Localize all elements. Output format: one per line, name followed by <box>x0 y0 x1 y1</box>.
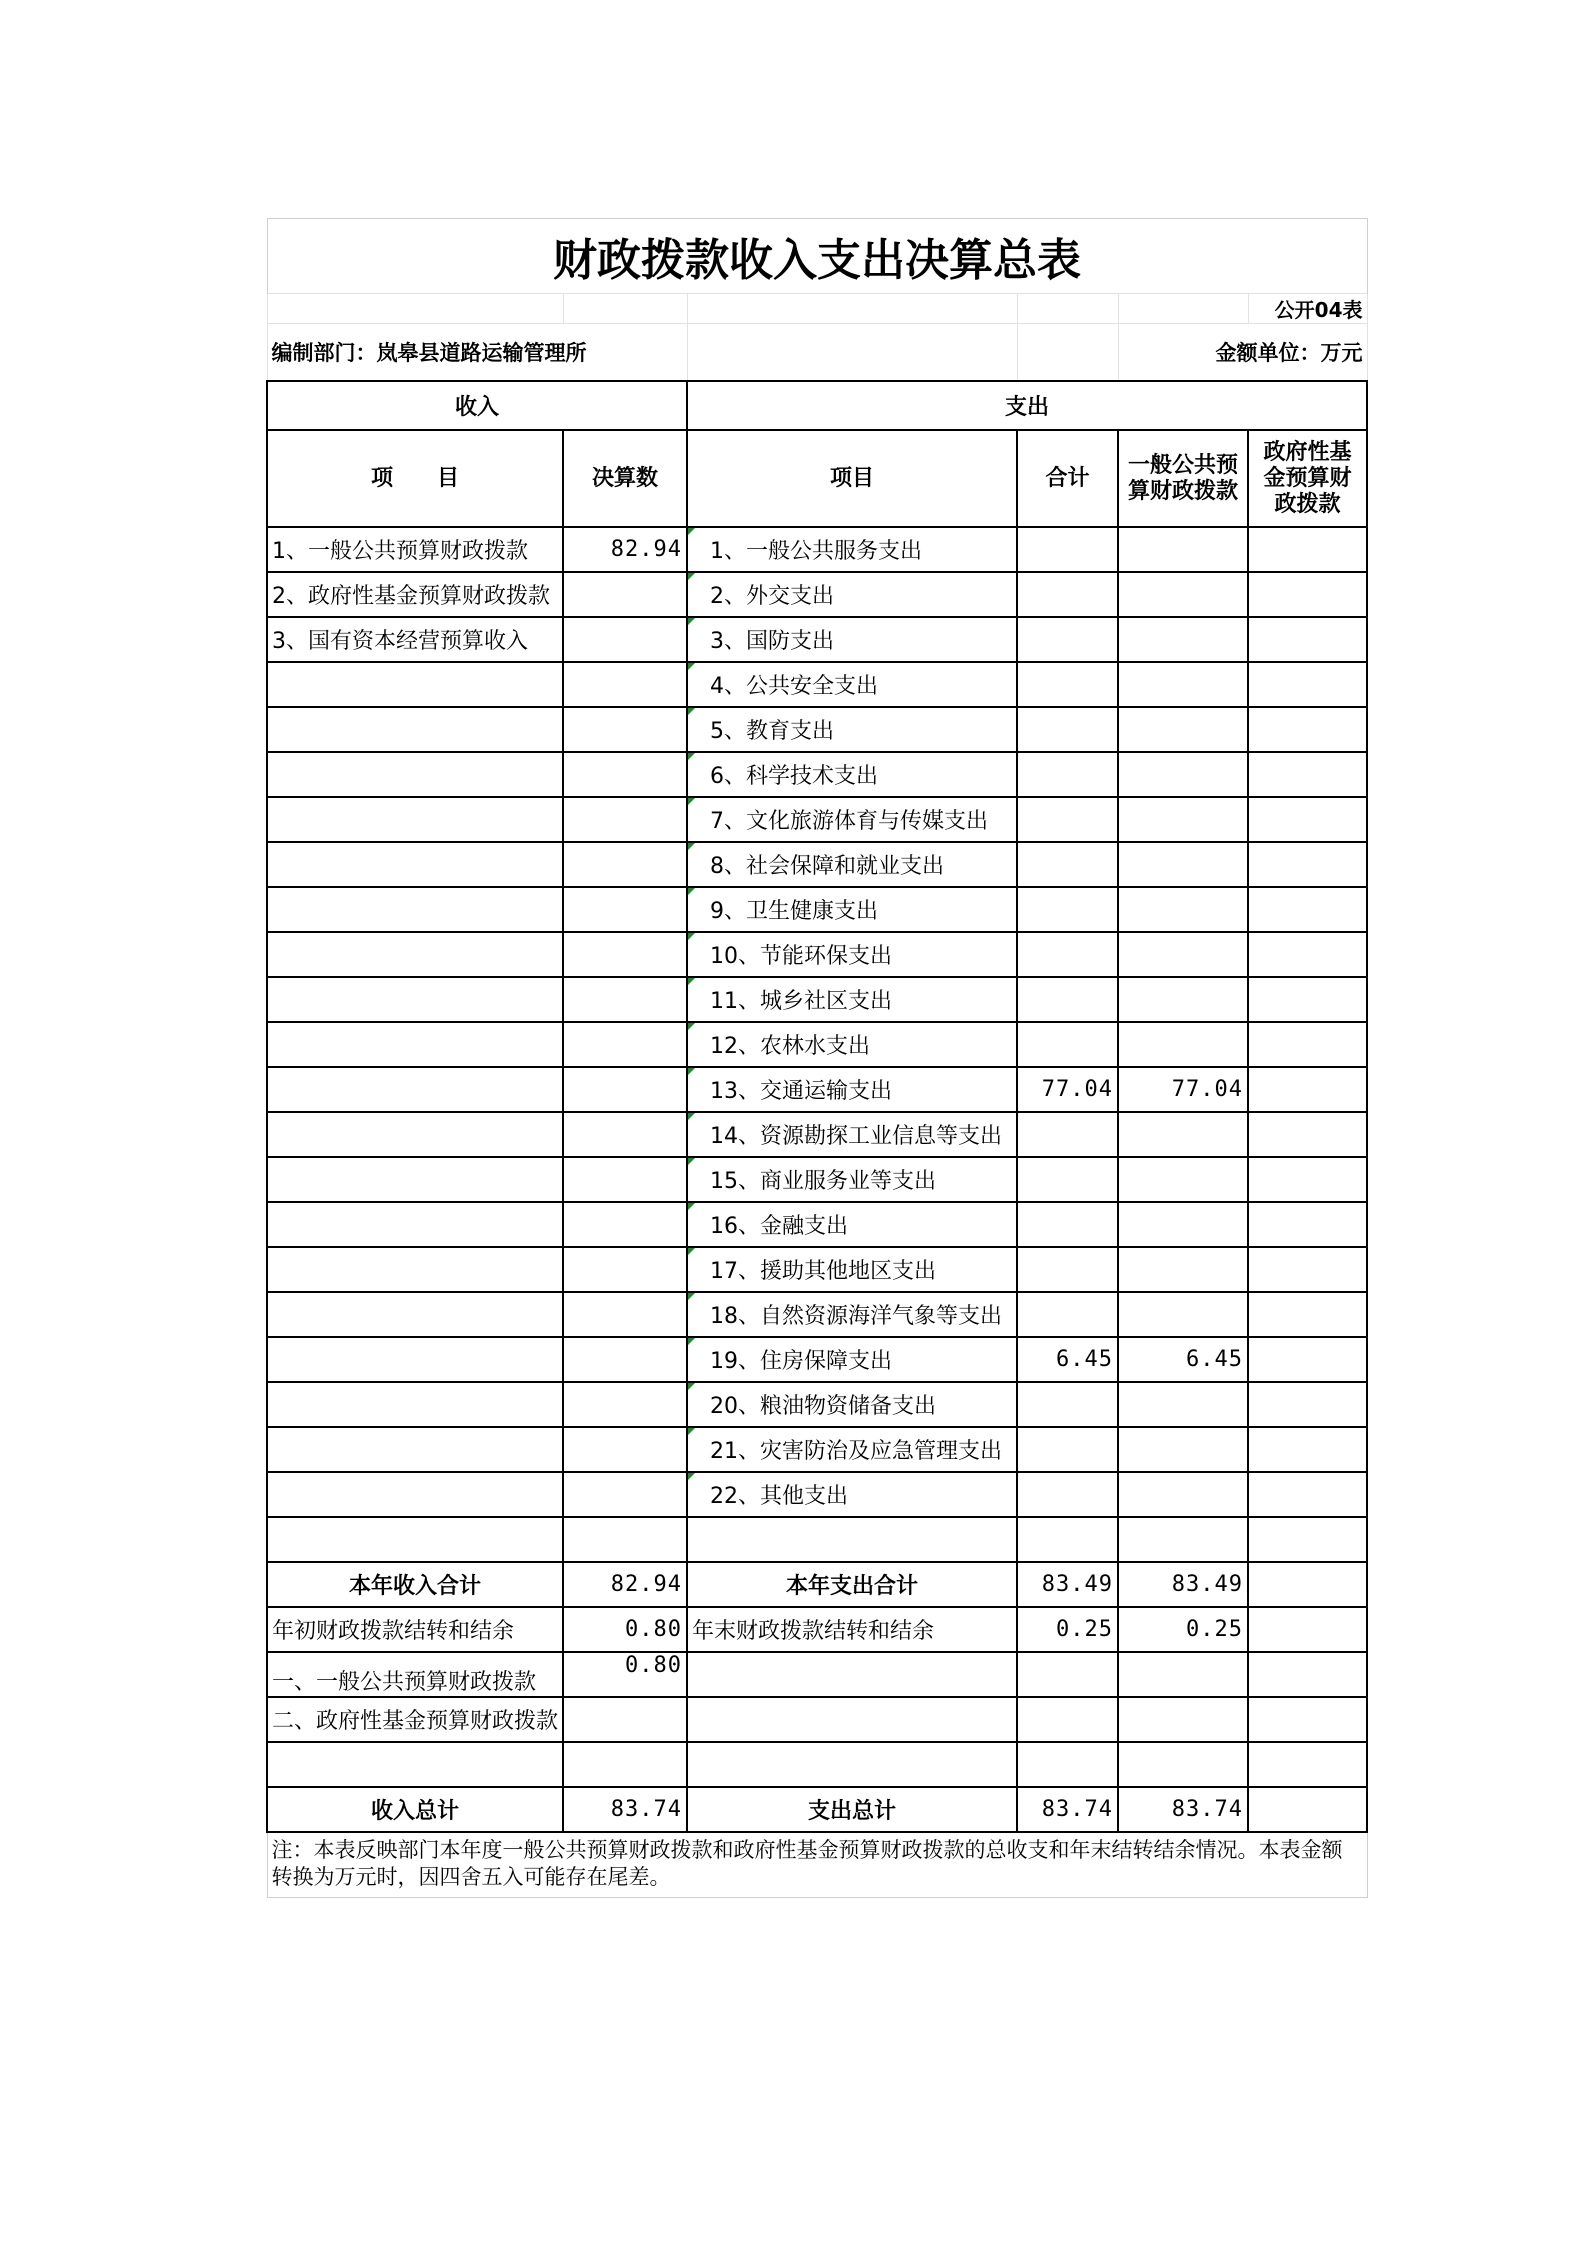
expense-item-cell: 21、灾害防治及应急管理支出 <box>687 1427 1017 1472</box>
carry-expense-label: 年末财政拨款结转和结余 <box>687 1607 1017 1652</box>
grand-income-amount: 83.74 <box>563 1787 687 1832</box>
income-amount-cell <box>563 797 687 842</box>
income-amount-cell <box>563 1067 687 1112</box>
year-expense-fund <box>1248 1562 1367 1607</box>
income-item-cell <box>267 797 563 842</box>
expense-total-cell <box>1017 707 1118 752</box>
expense-fund-cell <box>1248 1067 1367 1112</box>
carry-income-amount: 0.80 <box>563 1607 687 1652</box>
table-row <box>267 842 1367 887</box>
income-item-cell <box>267 1157 563 1202</box>
year-expense-total-label: 本年支出合计 <box>687 1562 1017 1607</box>
carry-sub1-label: 一、一般公共预算财政拨款 <box>267 1652 563 1697</box>
income-item-cell <box>267 1067 563 1112</box>
expense-item-cell: 3、国防支出 <box>687 617 1017 662</box>
expense-total-cell <box>1017 572 1118 617</box>
col-income-item: 项 目 <box>267 430 563 527</box>
income-item-cell <box>267 707 563 752</box>
table-row <box>267 797 1367 842</box>
expense-general-cell: 6.45 <box>1118 1337 1248 1382</box>
col-expense-item: 项目 <box>687 430 1017 527</box>
income-item-cell <box>267 977 563 1022</box>
year-income-total-amount: 82.94 <box>563 1562 687 1607</box>
expense-general-cell <box>1118 707 1248 752</box>
expense-general-cell <box>1118 1292 1248 1337</box>
expense-total-cell <box>1017 932 1118 977</box>
expense-general-cell <box>1118 572 1248 617</box>
income-amount-cell: 82.94 <box>563 527 687 572</box>
table-row <box>267 1292 1367 1337</box>
expense-total-cell <box>1017 977 1118 1022</box>
expense-total-cell <box>1017 1472 1118 1517</box>
income-amount-cell <box>563 1517 687 1562</box>
col-general-budget: 一般公共预算财政拨款 <box>1118 430 1248 527</box>
expense-general-cell <box>1118 1022 1248 1067</box>
expense-fund-cell <box>1248 1022 1367 1067</box>
report-title: 财政拨款收入支出决算总表 <box>267 219 1367 294</box>
income-amount-cell <box>563 662 687 707</box>
expense-fund-cell <box>1248 887 1367 932</box>
expense-fund-cell <box>1248 977 1367 1022</box>
unit-label: 金额单位：万元 <box>1118 324 1367 382</box>
expense-item-cell: 4、公共安全支出 <box>687 662 1017 707</box>
expense-general-cell <box>1118 527 1248 572</box>
year-expense-total: 83.49 <box>1017 1562 1118 1607</box>
income-amount-cell <box>563 1157 687 1202</box>
income-amount-cell <box>563 1022 687 1067</box>
carry-expense-general: 0.25 <box>1118 1607 1248 1652</box>
income-item-cell: 2、政府性基金预算财政拨款 <box>267 572 563 617</box>
income-amount-cell <box>563 1427 687 1472</box>
income-amount-cell <box>563 707 687 752</box>
expense-item-cell: 8、社会保障和就业支出 <box>687 842 1017 887</box>
table-row <box>267 572 1367 617</box>
expense-total-cell <box>1017 1247 1118 1292</box>
expense-fund-cell <box>1248 572 1367 617</box>
expense-item-cell: 9、卫生健康支出 <box>687 887 1017 932</box>
expense-fund-cell <box>1248 662 1367 707</box>
table-row <box>267 1337 1367 1382</box>
expense-fund-cell <box>1248 932 1367 977</box>
income-amount-cell <box>563 1202 687 1247</box>
expense-general-cell <box>1118 887 1248 932</box>
income-amount-cell <box>563 752 687 797</box>
expense-total-cell <box>1017 1517 1118 1562</box>
grand-expense-fund <box>1248 1787 1367 1832</box>
expense-item-cell: 14、资源勘探工业信息等支出 <box>687 1112 1017 1157</box>
expense-item-cell <box>687 1517 1017 1562</box>
income-amount-cell <box>563 1292 687 1337</box>
income-item-cell <box>267 1112 563 1157</box>
table-row <box>267 1067 1367 1112</box>
table-row <box>267 932 1367 977</box>
expense-fund-cell <box>1248 1472 1367 1517</box>
expense-total-cell <box>1017 617 1118 662</box>
income-amount-cell <box>563 887 687 932</box>
expense-general-cell <box>1118 752 1248 797</box>
income-amount-cell <box>563 977 687 1022</box>
income-item-cell: 1、一般公共预算财政拨款 <box>267 527 563 572</box>
table-row <box>267 1157 1367 1202</box>
table-row <box>267 527 1367 572</box>
table-row <box>267 707 1367 752</box>
table-row <box>267 752 1367 797</box>
income-item-cell <box>267 1427 563 1472</box>
table-code: 公开04表 <box>1248 294 1367 324</box>
income-item-cell <box>267 1247 563 1292</box>
table-row <box>267 1202 1367 1247</box>
expense-fund-cell <box>1248 527 1367 572</box>
carry-sub2-label: 二、政府性基金预算财政拨款 <box>267 1697 563 1742</box>
expense-fund-cell <box>1248 1112 1367 1157</box>
table-row <box>267 1022 1367 1067</box>
expense-fund-cell <box>1248 797 1367 842</box>
table-row <box>267 1247 1367 1292</box>
expense-item-cell: 20、粮油物资储备支出 <box>687 1382 1017 1427</box>
expense-item-cell: 1、一般公共服务支出 <box>687 527 1017 572</box>
expense-item-cell: 13、交通运输支出 <box>687 1067 1017 1112</box>
expense-general-cell <box>1118 1382 1248 1427</box>
expense-fund-cell <box>1248 707 1367 752</box>
carry-expense-total: 0.25 <box>1017 1607 1118 1652</box>
expense-item-cell: 17、援助其他地区支出 <box>687 1247 1017 1292</box>
expense-total-cell <box>1017 1157 1118 1202</box>
carry-income-label: 年初财政拨款结转和结余 <box>267 1607 563 1652</box>
expense-item-cell: 18、自然资源海洋气象等支出 <box>687 1292 1017 1337</box>
expense-fund-cell <box>1248 1427 1367 1472</box>
col-total: 合计 <box>1017 430 1118 527</box>
expense-item-cell: 5、教育支出 <box>687 707 1017 752</box>
income-item-cell <box>267 887 563 932</box>
grand-income-label: 收入总计 <box>267 1787 563 1832</box>
expense-total-cell <box>1017 1382 1118 1427</box>
expense-fund-cell <box>1248 1247 1367 1292</box>
income-amount-cell <box>563 617 687 662</box>
expense-general-cell <box>1118 662 1248 707</box>
expense-total-cell <box>1017 662 1118 707</box>
income-amount-cell <box>563 1337 687 1382</box>
income-item-cell <box>267 1517 563 1562</box>
expense-total-cell <box>1017 842 1118 887</box>
income-item-cell <box>267 1337 563 1382</box>
expense-total-cell <box>1017 1022 1118 1067</box>
expense-item-cell: 2、外交支出 <box>687 572 1017 617</box>
expense-general-cell <box>1118 1247 1248 1292</box>
expense-section-header: 支出 <box>687 381 1367 430</box>
col-income-amount: 决算数 <box>563 430 687 527</box>
expense-total-cell <box>1017 1427 1118 1472</box>
expense-fund-cell <box>1248 1517 1367 1562</box>
income-item-cell <box>267 932 563 977</box>
expense-total-cell <box>1017 887 1118 932</box>
table-row <box>267 617 1367 662</box>
table-row <box>267 1427 1367 1472</box>
grand-expense-total: 83.74 <box>1017 1787 1118 1832</box>
carry-sub1-amount: 0.80 <box>563 1652 687 1697</box>
expense-item-cell: 7、文化旅游体育与传媒支出 <box>687 797 1017 842</box>
expense-item-cell: 19、住房保障支出 <box>687 1337 1017 1382</box>
year-income-total-label: 本年收入合计 <box>267 1562 563 1607</box>
report-table <box>266 218 1368 1898</box>
expense-item-cell: 11、城乡社区支出 <box>687 977 1017 1022</box>
income-item-cell <box>267 1022 563 1067</box>
expense-total-cell: 77.04 <box>1017 1067 1118 1112</box>
expense-fund-cell <box>1248 1202 1367 1247</box>
table-row <box>267 977 1367 1022</box>
expense-fund-cell <box>1248 752 1367 797</box>
expense-general-cell <box>1118 1472 1248 1517</box>
income-amount-cell <box>563 572 687 617</box>
expense-item-cell: 22、其他支出 <box>687 1472 1017 1517</box>
carry-sub2-amount <box>563 1697 687 1742</box>
income-amount-cell <box>563 842 687 887</box>
table-note: 注：本表反映部门本年度一般公共预算财政拨款和政府性基金预算财政拨款的总收支和年末结转结余情况。本表金额转换为万元时，因四舍五入可能存在尾差。 <box>267 1832 1367 1898</box>
col-gov-fund: 政府性基金预算财政拨款 <box>1248 430 1367 527</box>
expense-general-cell <box>1118 932 1248 977</box>
income-amount-cell <box>563 1247 687 1292</box>
expense-total-cell: 6.45 <box>1017 1337 1118 1382</box>
expense-total-cell <box>1017 527 1118 572</box>
income-item-cell <box>267 1472 563 1517</box>
table-row <box>267 1112 1367 1157</box>
income-item-cell <box>267 1202 563 1247</box>
income-item-cell <box>267 662 563 707</box>
dept-label: 编制部门：岚皋县道路运输管理所 <box>267 324 687 382</box>
grand-expense-label: 支出总计 <box>687 1787 1017 1832</box>
expense-fund-cell <box>1248 1337 1367 1382</box>
carry-expense-fund <box>1248 1607 1367 1652</box>
year-expense-general: 83.49 <box>1118 1562 1248 1607</box>
income-item-cell: 3、国有资本经营预算收入 <box>267 617 563 662</box>
expense-item-cell: 12、农林水支出 <box>687 1022 1017 1067</box>
income-amount-cell <box>563 1112 687 1157</box>
income-item-cell <box>267 752 563 797</box>
grand-expense-general: 83.74 <box>1118 1787 1248 1832</box>
expense-general-cell <box>1118 977 1248 1022</box>
expense-general-cell <box>1118 842 1248 887</box>
expense-general-cell <box>1118 1427 1248 1472</box>
table-row <box>267 1472 1367 1517</box>
table-row <box>267 887 1367 932</box>
expense-fund-cell <box>1248 1157 1367 1202</box>
table-row <box>267 1517 1367 1562</box>
expense-general-cell <box>1118 1202 1248 1247</box>
table-row <box>267 662 1367 707</box>
table-row <box>267 1382 1367 1427</box>
expense-item-cell: 10、节能环保支出 <box>687 932 1017 977</box>
income-item-cell <box>267 1382 563 1427</box>
expense-general-cell <box>1118 797 1248 842</box>
income-amount-cell <box>563 1472 687 1517</box>
expense-total-cell <box>1017 797 1118 842</box>
income-amount-cell <box>563 932 687 977</box>
expense-total-cell <box>1017 1112 1118 1157</box>
income-item-cell <box>267 842 563 887</box>
expense-fund-cell <box>1248 842 1367 887</box>
income-section-header: 收入 <box>267 381 687 430</box>
expense-item-cell: 15、商业服务业等支出 <box>687 1157 1017 1202</box>
expense-total-cell <box>1017 1202 1118 1247</box>
expense-general-cell <box>1118 1157 1248 1202</box>
expense-total-cell <box>1017 752 1118 797</box>
expense-item-cell: 16、金融支出 <box>687 1202 1017 1247</box>
expense-item-cell: 6、科学技术支出 <box>687 752 1017 797</box>
report-sheet <box>266 218 1366 1898</box>
expense-fund-cell <box>1248 1382 1367 1427</box>
expense-fund-cell <box>1248 617 1367 662</box>
income-amount-cell <box>563 1382 687 1427</box>
income-item-cell <box>267 1292 563 1337</box>
expense-general-cell <box>1118 1112 1248 1157</box>
expense-fund-cell <box>1248 1292 1367 1337</box>
expense-general-cell <box>1118 1517 1248 1562</box>
expense-general-cell <box>1118 617 1248 662</box>
expense-general-cell: 77.04 <box>1118 1067 1248 1112</box>
expense-total-cell <box>1017 1292 1118 1337</box>
